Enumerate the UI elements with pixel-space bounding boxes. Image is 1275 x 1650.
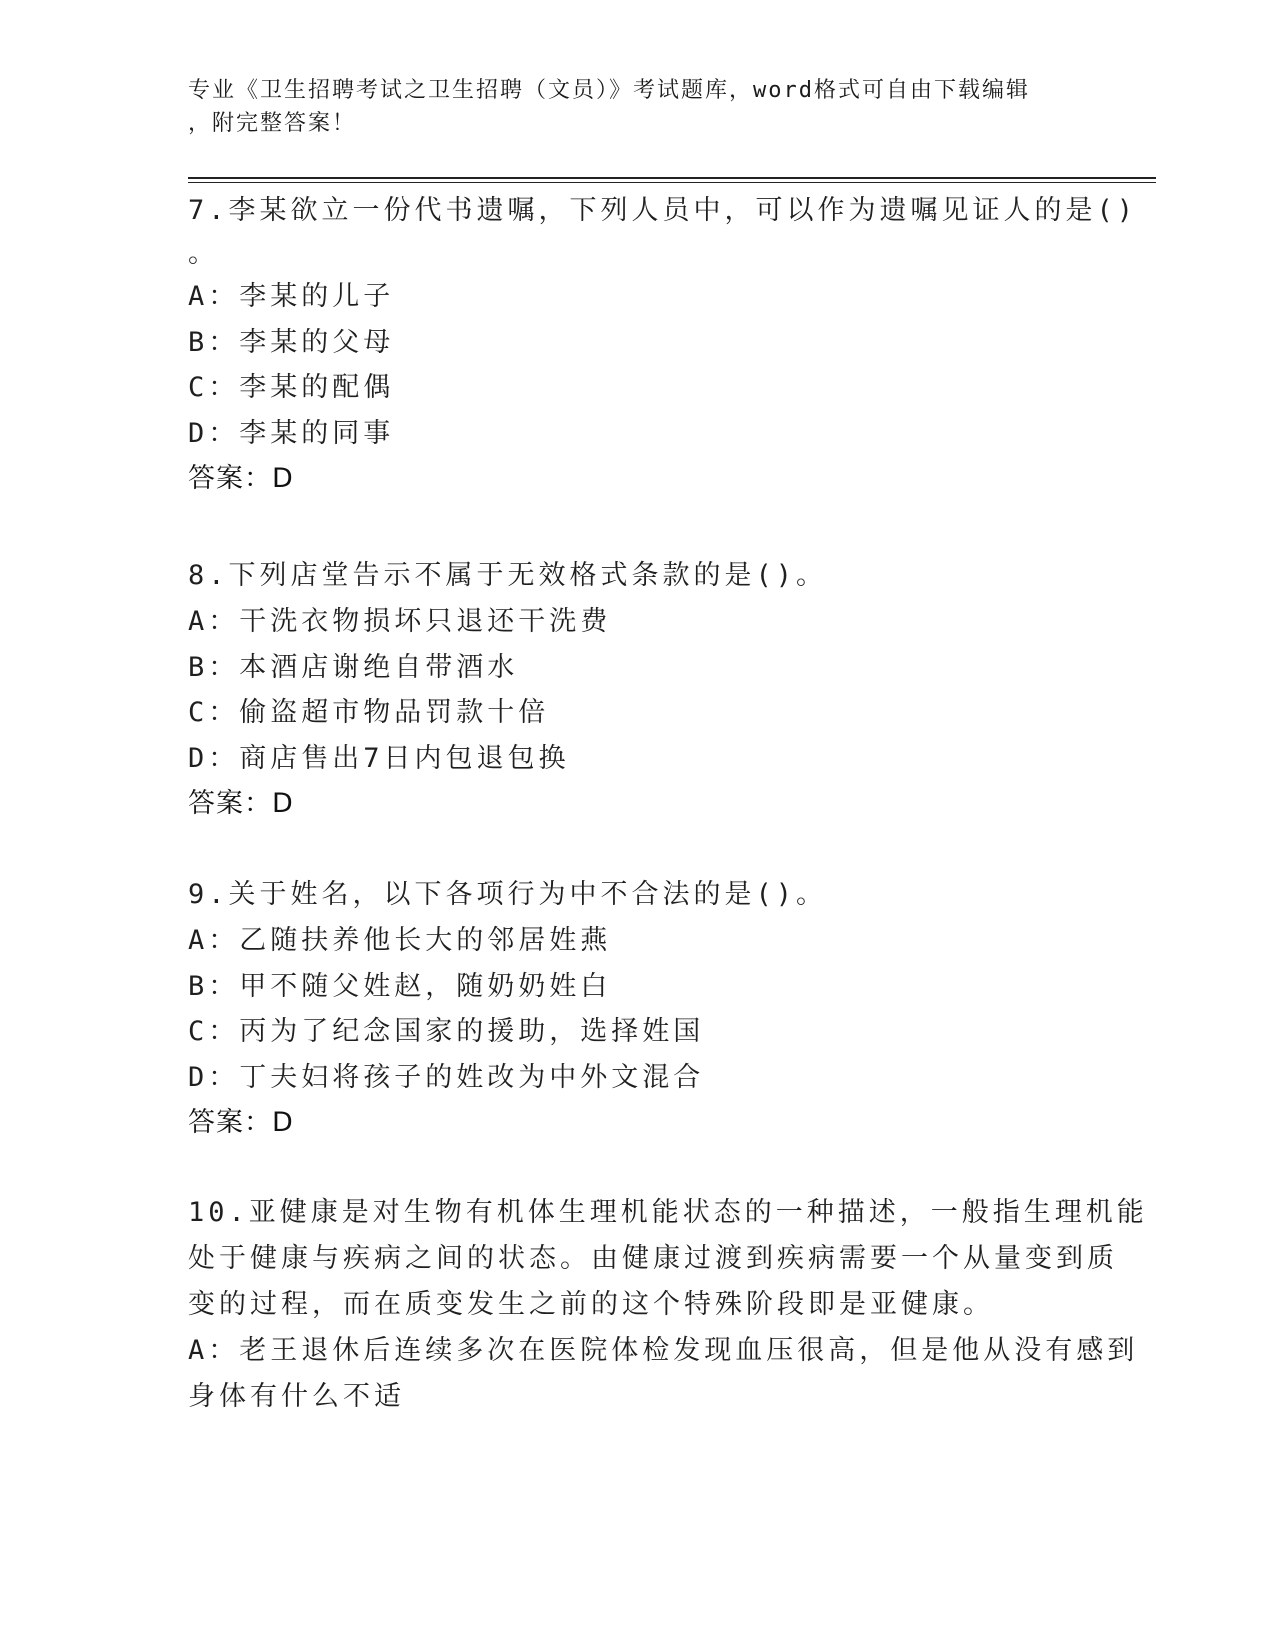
answer-text: 答案：D xyxy=(188,1107,294,1138)
question-9 xyxy=(188,872,1088,1146)
header-line-2: ，附完整答案！ xyxy=(188,111,357,136)
question-stem: 。 xyxy=(188,238,219,269)
option-a: A：李某的儿子 xyxy=(188,281,395,312)
question-stem: 10.亚健康是对生物有机体生理机能状态的一种描述，一般指生理机能 xyxy=(188,1197,1148,1228)
option-c: C：偷盗超市物品罚款十倍 xyxy=(188,697,550,728)
question-stem: 处于健康与疾病之间的状态。由健康过渡到疾病需要一个从量变到质 xyxy=(188,1243,1118,1274)
option-a: A：老王退休后连续多次在医院体检发现血压很高，但是他从没有感到 xyxy=(188,1335,1139,1366)
question-stem: 7.李某欲立一份代书遗嘱，下列人员中，可以作为遗嘱见证人的是() xyxy=(188,195,1138,226)
document-header xyxy=(188,74,1068,140)
answer-text: 答案：D xyxy=(188,788,294,819)
option-d: D：丁夫妇将孩子的姓改为中外文混合 xyxy=(188,1061,705,1093)
option-c: C：丙为了纪念国家的援助，选择姓国 xyxy=(188,1016,705,1047)
option-b: B：李某的父母 xyxy=(188,326,395,358)
option-a-continuation: 身体有什么不适 xyxy=(188,1381,405,1412)
question-8 xyxy=(188,553,1088,827)
header-divider-thin xyxy=(188,182,1156,183)
option-b: B：甲不随父姓赵，随奶奶姓白 xyxy=(188,970,612,1002)
option-d: D：李某的同事 xyxy=(188,417,395,449)
option-c: C：李某的配偶 xyxy=(188,372,395,403)
question-stem: 变的过程，而在质变发生之前的这个特殊阶段即是亚健康。 xyxy=(188,1289,994,1320)
question-stem: 8.下列店堂告示不属于无效格式条款的是()。 xyxy=(188,560,828,591)
answer-text: 答案：D xyxy=(188,463,294,494)
question-stem: 9.关于姓名，以下各项行为中不合法的是()。 xyxy=(188,879,828,910)
header-line-1: 专业《卫生招聘考试之卫生招聘（文员）》考试题库，word格式可自由下载编辑 xyxy=(188,78,1030,103)
question-10 xyxy=(188,1190,1148,1420)
header-divider-thick xyxy=(188,177,1156,179)
option-d: D：商店售出7日内包退包换 xyxy=(188,742,570,774)
option-a: A：乙随扶养他长大的邻居姓燕 xyxy=(188,925,612,956)
option-b: B：本酒店谢绝自带酒水 xyxy=(188,651,519,683)
question-7 xyxy=(188,188,1138,502)
option-a: A：干洗衣物损坏只退还干洗费 xyxy=(188,606,612,637)
